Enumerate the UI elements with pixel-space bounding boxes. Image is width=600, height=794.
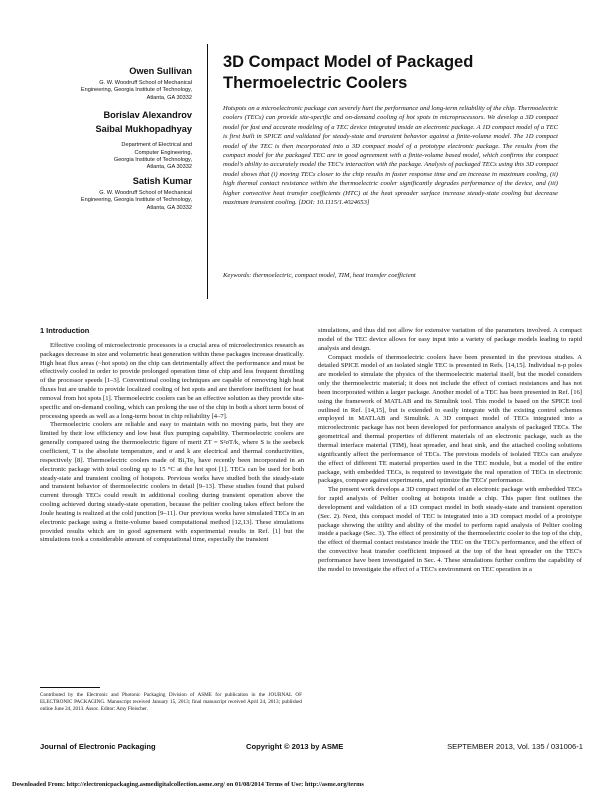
author-name: Owen Sullivan xyxy=(129,66,192,76)
author-affiliation: G. W. Woodruff School of Mechanical Engineering, Georgia Institute of Technology, Atlanta, GA 30332 xyxy=(80,189,192,211)
body-column-right xyxy=(318,327,582,575)
paragraph: Thermoelectric coolers are reliable and easy to maintain with no moving parts, but they are limited by their low efficiency and low heat flux pumping capability. Thermoelectric coolers are generally compared using the thermoelectric figure of merit ZT = S²σT/k, where S is the seebeck coefficient, T is the absolute temperature, and σ and k are electrical and thermal conductivities, respectively [8]. Thermoelectric coolers made of Bi₂Te₃ have recently been incorporated in an electronic package with total cooling up to 15 °C at the hot spot [1]. TECs can be used for both steady-state and transient cooling of hotspots. Previous works have studied both the steady-state and transient behavior of thermoelectric coolers in detail [9–13]. These studies found that pulsed current through TECs could result in additional cooling during transient operation above the cooling achieved during steady-state operation, because the peltier cooling takes effect before the Joule heating is realized at the cold junction [9–11]. Our previous works have simulated TECs in an electronic package using a finite-volume based computational method [12,13]. These simulations provided results which are in good agreement with experimental results in Ref. [1] but the simulations took a considerable amount of computational time, especially the transient xyxy=(40,421,304,544)
body-column-left xyxy=(40,327,304,545)
header-divider xyxy=(207,44,208,299)
author-name: Borislav Alexandrov xyxy=(103,110,192,121)
section-heading: 1 Introduction xyxy=(40,326,90,335)
paragraph: Effective cooling of microelectronic processors is a crucial area of microelectronics research as packages decrease in size and volumetric heat generation within these packages increase drastically. High heat flux areas (~hot spots) on the chip can detrimentally affect the performance and must be effectively cooled in order to provide prolonged operation time of chip and less frequent throttling of the processor speeds [1–3]. Conventional cooling techniques are capable of removing high heat fluxes but are unable to provide localized cooling of hot spots and are therefore inefficient for heat removal from hot spots [1]. Thermoelectric coolers can be an effective solution as they provide site-specific and on-demand cooling, which can prolong the use of the chip in both a short term boost of processing speeds as well as a long-term boost in chip reliability [4–7]. xyxy=(40,341,304,420)
author-block xyxy=(40,110,192,172)
paragraph: The present work develops a 3D compact model of an electronic package with embedded TECs for rapid analysis of Peltier cooling at hotspots inside a chip. This paper first outlines the development and validation of a 1D compact model in both steady-state and transient operation (Sec. 2). Next, this compact model of TEC is integrated into a 3D compact model of a prototype package showing the utility and ability of the model to perform rapid analysis of Peltier cooling inside a package (Sec. 3). The effect of proximity of the thermoelectric cooler to the top of the chip, the effect of thermal contact resistance inside the TEC on the TEC's performance, and the effect of the convective heat transfer coefficient imposed at the top of the heat spreader on the TEC's performance have been investigated in Sec. 4. These simulations further confirm the capability of the model to investigate the effect of a TEC's environment on TEC operation in a xyxy=(318,486,582,573)
paper-title: 3D Compact Model of Packaged Thermoelectric Coolers xyxy=(223,53,474,92)
author-affiliation: G. W. Woodruff School of Mechanical Engineering, Georgia Institute of Technology, Atlanta, GA 30332 xyxy=(80,80,192,101)
author-name: Saibal Mukhopadhyay xyxy=(95,124,192,135)
page-info: SEPTEMBER 2013, Vol. 135 / 031006-1 xyxy=(447,742,583,751)
author-block xyxy=(40,66,192,102)
keywords: Keywords: thermoelectric, compact model, TIM, heat transfer coefficient xyxy=(223,272,416,279)
journal-name: Journal of Electronic Packaging xyxy=(40,742,156,751)
author-name: Satish Kumar xyxy=(132,175,192,186)
author-list xyxy=(40,66,192,220)
author-block xyxy=(40,176,192,212)
paragraph: simulations, and thus did not allow for extensive variation of the parameters involved. A compact model of the TEC device allows for easy input into a variety of package models leading to rapid analysis and design. xyxy=(318,327,582,352)
footnote-divider xyxy=(40,687,100,688)
copyright: Copyright © 2013 by ASME xyxy=(246,742,344,751)
paragraph: Compact models of thermoelectric coolers have been presented in the previous studies. A detailed SPICE model of an isolated single TEC is presented in Refs. [14,15]. Individual n-p poles are modeled to simulate the physics of the thermoelectric material itself, but the model considers only the thermoelectric material; it does not include the effect of contact resistances and has not been incorporated within a larger package. Another model of a TEC has been presented in Ref. [16] using the framework of MATLAB and its Simulink tool. This model is based on the SPICE tool outlined in Ref. [14,15], but is extended to easily integrate with the existing control schemes employed in MATLAB and Simulink. A 3D compact model of TECs integrated into a microelectronic package has not been developed for performance analysis of packaged TECs. The geometrical and thermal properties of different materials of an electronic package, such as the thermal interface material (TIM), heat spreader, and heat sink, and the attached cooling solutions significantly affect the performance of TECs. The previous models of isolated TECs can analyze the effect of different TE material properties used in the TEC module, but a model of the entire package, with embedded TECs, is required to investigate the real operation of TECs in electronic packages, compare against experiments, and optimize the TECs' performance. xyxy=(318,353,582,485)
page-footer xyxy=(40,742,583,754)
author-affiliation: Department of Electrical and Computer Engineering, Georgia Institute of Technology, Atlanta, GA 30332 xyxy=(113,142,192,171)
footnote: Contributed by the Electronic and Photonic Packaging Division of ASME for publication in the JOURNAL OF ELECTRONIC PACKAGING. Manuscript received January 15, 2013; final manuscript received April 24, 2013; published online June 24, 2013. Assoc. Editor: Amy Fleischer. xyxy=(40,692,302,712)
abstract: Hotspots on a microelectronic package can severely hurt the performance and long-term reliability of the chip. Thermoelectric coolers (TECs) can provide site-specific and on-demand cooling of hot spots in microprocessors. We develop a 3D compact model for fast and accurate modeling of a TEC device integrated inside an electronic package. A 1D compact model of a TEC is first built in SPICE and validated for steady-state and transient behavior against a finite-volume model. The 1D compact model of the TEC is then incorporated into a 3D compact model of a prototype electronic package. The results from the compact model for the packaged TEC are in good agreement with a finite-volume based model, which confirms the compact model's ability to accurately model the TEC's interaction with the package. Analysis of packaged TECs using this 3D compact model shows that (i) moving TECs closer to the chip results in faster response time and an increase in maximum cooling, (ii) high thermal contact resistance within the thermoelectric cooler significantly degrades performance of the device, and (iii) higher convective heat transfer coefficients (HTC) at the heat spreader surface increase steady-state cooling but decrease maximum transient cooling. [DOI: 10.1115/1.4024653] xyxy=(223,105,558,207)
download-notice: Downloaded From: http://electronicpackaging.asmedigitalcollection.asme.org/ on 01/08/2014 Terms of Use: http://asme.org/terms xyxy=(12,781,364,788)
